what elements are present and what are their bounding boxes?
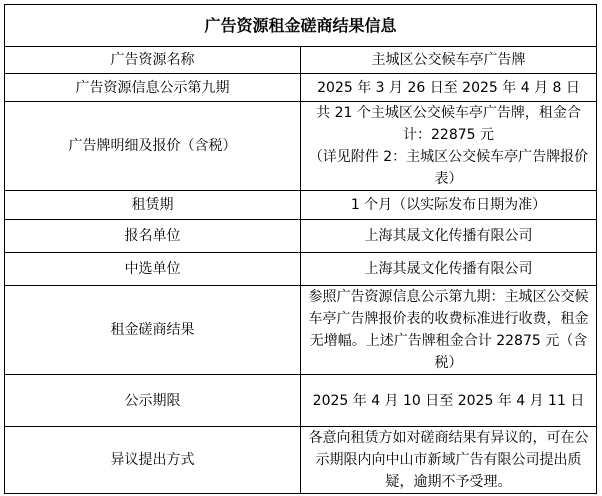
table-row	[5, 102, 597, 191]
table-row	[5, 191, 597, 220]
billboard-details-line-1: 共 21 个主城区公交候车亭广告牌，租金合计：22875 元	[316, 105, 581, 143]
row-label-notice-period: 公示期限	[5, 375, 301, 427]
row-label-publicity-period: 广告资源信息公示第九期	[5, 74, 301, 102]
row-value-publicity-period: 2025 年 3 月 26 日至 2025 年 4 月 8 日	[301, 74, 597, 102]
row-label-negotiation-result: 租金磋商结果	[5, 286, 301, 375]
row-label-objection-method: 异议提出方式	[5, 427, 301, 494]
table-row	[5, 220, 597, 253]
row-value-lease-term: 1 个月（以实际发布日期为准）	[301, 191, 597, 220]
table-title: 广告资源租金磋商结果信息	[5, 5, 597, 47]
table-row	[5, 427, 597, 494]
row-value-resource-name: 主城区公交候车亭广告牌	[301, 47, 597, 74]
billboard-details-line-2: （详见附件 2：主城区公交候车亭广告牌报价表）	[308, 149, 589, 187]
row-value-notice-period: 2025 年 4 月 10 日至 2025 年 4 月 11 日	[301, 375, 597, 427]
row-label-selected-unit: 中选单位	[5, 253, 301, 286]
row-label-lease-term: 租赁期	[5, 191, 301, 220]
row-value-negotiation-result: 参照广告资源信息公示第九期：主城区公交候车亭广告牌报价表的收费标准进行收费，租金无增幅。上述广告牌租金合计 22875 元（含税）	[301, 286, 597, 375]
row-label-applicant: 报名单位	[5, 220, 301, 253]
row-label-billboard-details: 广告牌明细及报价（含税）	[5, 102, 301, 191]
table-row	[5, 74, 597, 102]
row-value-billboard-details	[301, 102, 597, 191]
row-label-resource-name: 广告资源名称	[5, 47, 301, 74]
result-info-table	[4, 4, 597, 494]
row-value-applicant: 上海其晟文化传播有限公司	[301, 220, 597, 253]
table-row	[5, 47, 597, 74]
table-row	[5, 253, 597, 286]
table-row	[5, 286, 597, 375]
table-title-row	[5, 5, 597, 47]
table-row	[5, 375, 597, 427]
row-value-selected-unit: 上海其晟文化传播有限公司	[301, 253, 597, 286]
row-value-objection-method: 各意向租赁方如对磋商结果有异议的，可在公示期限内向中山市新域广告有限公司提出质疑，逾期不予受理。	[301, 427, 597, 494]
